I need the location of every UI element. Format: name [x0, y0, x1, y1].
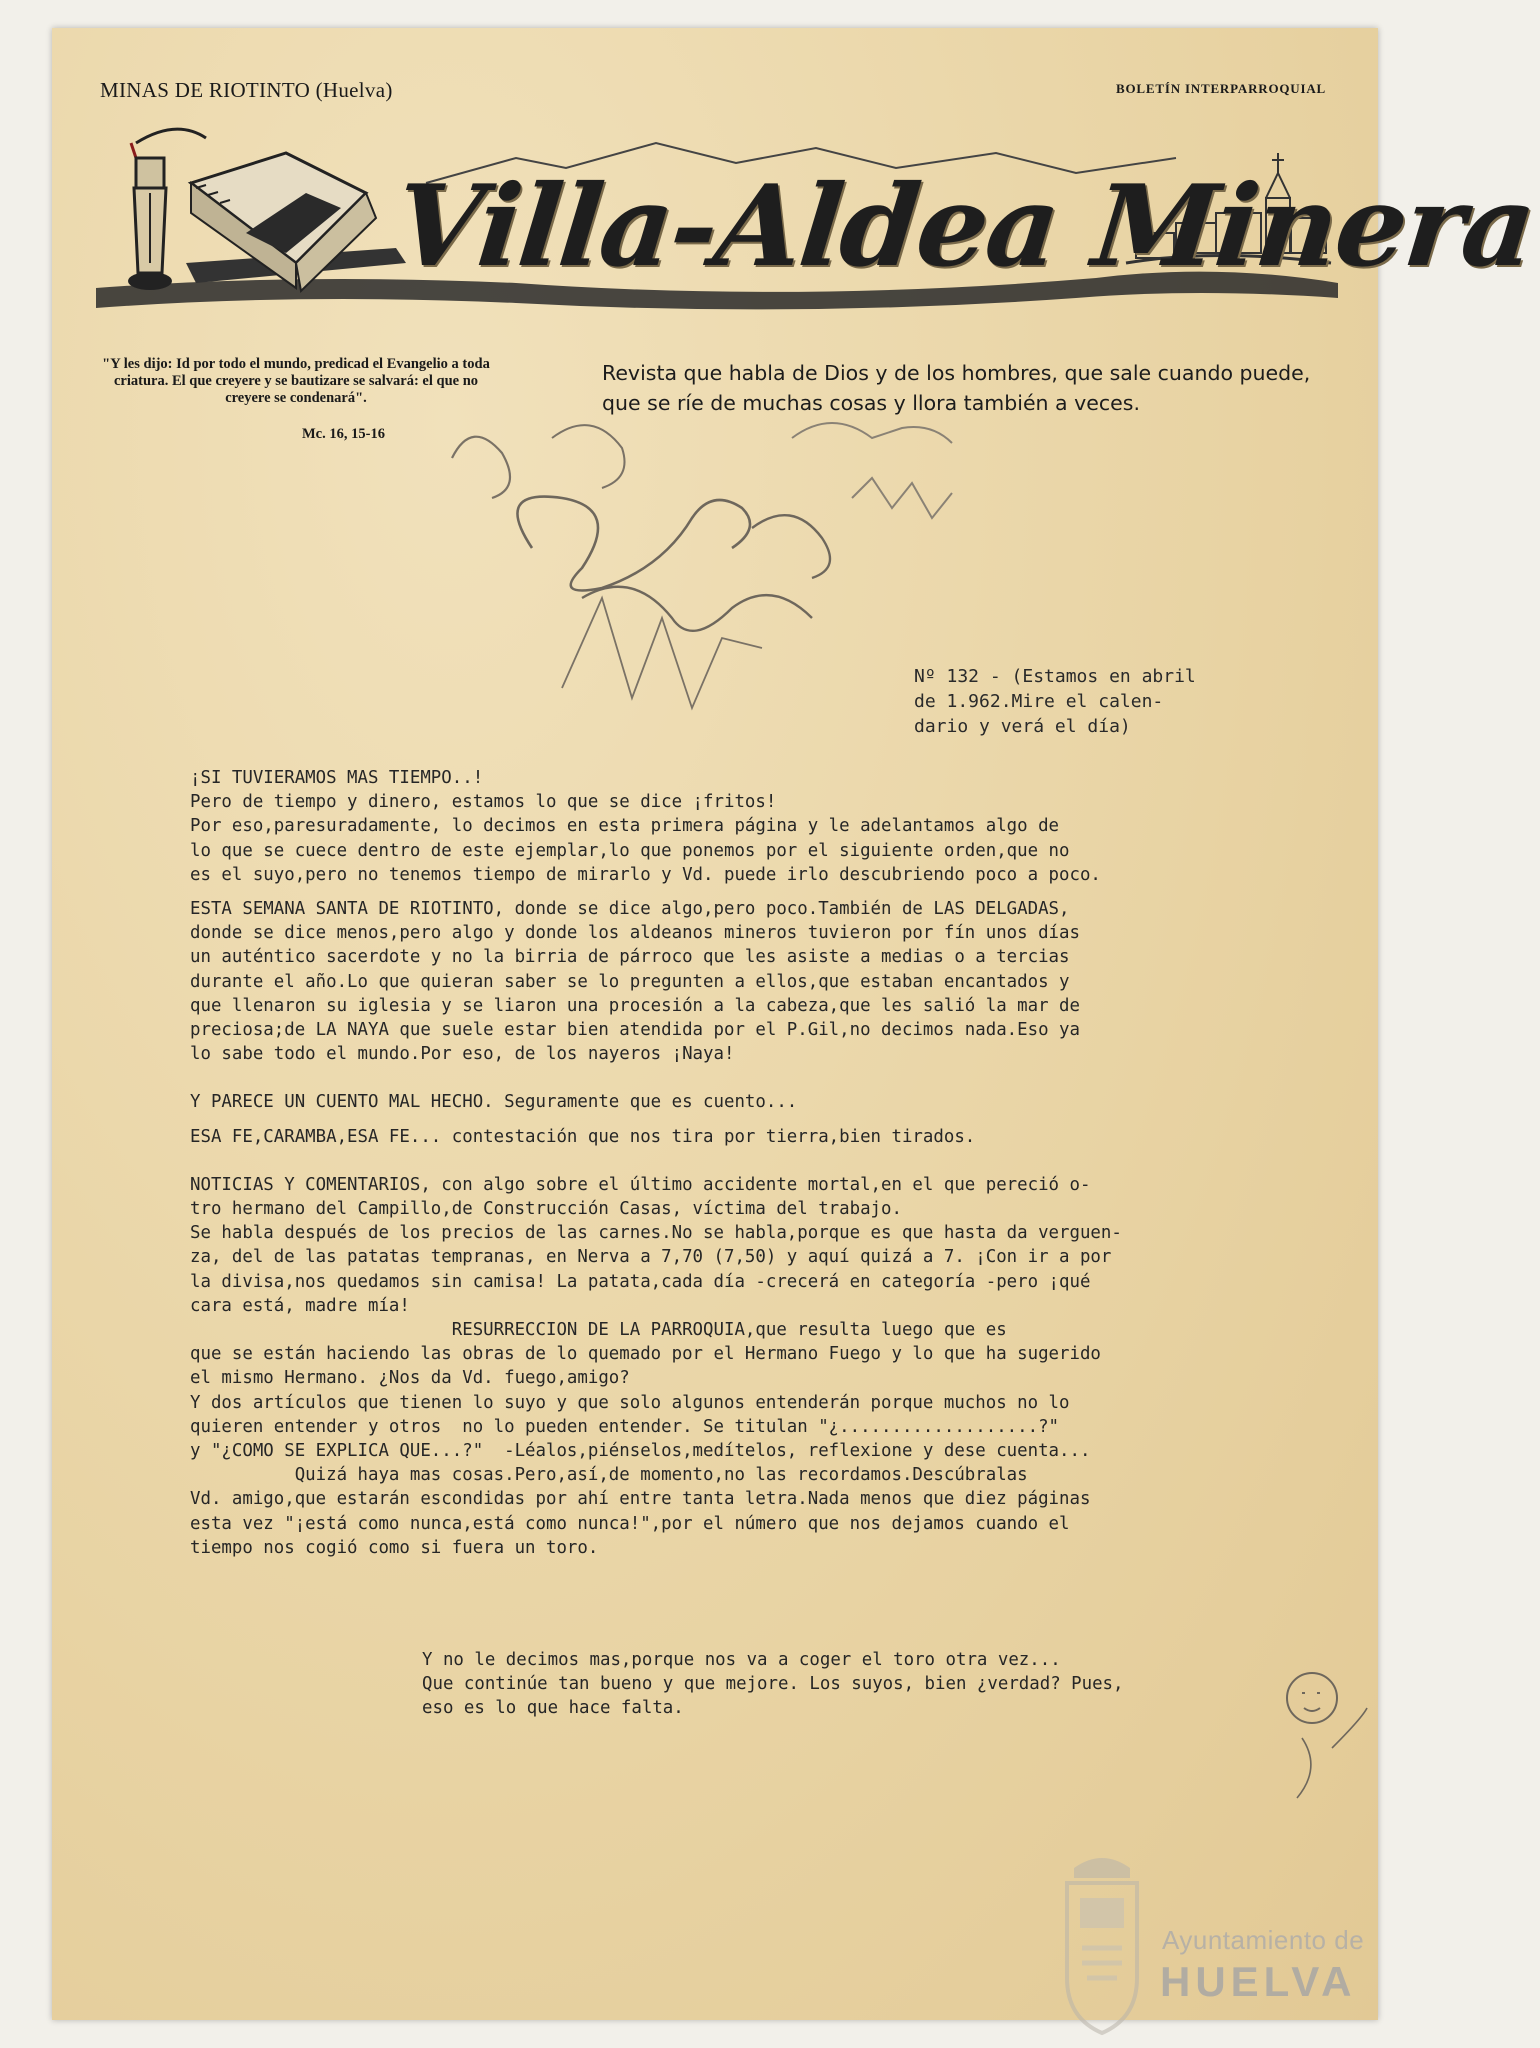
- text-line: lo sabe todo el mundo.Por eso, de los nayeros ¡Naya!: [190, 1044, 735, 1065]
- text-line: Y PARECE UN CUENTO MAL HECHO. Seguramente que es cuento...: [190, 1092, 798, 1113]
- document-page: [52, 28, 1540, 2020]
- closing-text: [422, 1648, 1322, 1721]
- text-line: Y dos artículos que tienen lo suyo y que solo algunos entenderán porque muchos no lo: [190, 1392, 1070, 1413]
- issue-info: [914, 664, 1354, 739]
- pencil-signature: [432, 398, 992, 728]
- watermark-city-name: HUELVA: [1160, 1958, 1357, 2005]
- masthead: [96, 113, 1540, 328]
- text-line: Vd. amigo,que estarán escondidas por ahí entre tanta letra.Nada menos que diez páginas: [190, 1489, 1091, 1510]
- text-line: cara está, madre mía!: [190, 1295, 410, 1316]
- text-line: que llenaron su iglesia y se liaron una procesión a la cabeza,que les salió la mar de: [190, 995, 1080, 1016]
- masthead-title: Villa-Aldea Minera: [389, 161, 1540, 292]
- text-line: Y no le decimos mas,porque nos va a coger el toro otra vez...: [422, 1650, 1061, 1670]
- issue-line: dario y verá el día): [914, 716, 1131, 737]
- tagline: Revista que habla de Dios y de los hombres, que sale cuando puede, que se ríe de muchas cosas y llora también a veces.: [602, 361, 1311, 415]
- text-line: eso es lo que hace falta.: [422, 1698, 684, 1719]
- text-line: Que continúe tan bueno y que mejore. Los suyos, bien ¿verdad? Pues,: [422, 1674, 1124, 1695]
- text-line: Se habla después de los precios de las carnes.No se habla,porque es que hasta da verguen-: [190, 1223, 1122, 1244]
- text-line: preciosa;de LA NAYA que suele estar bien atendida por el P.Gil,no decimos nada.Eso ya: [190, 1020, 1080, 1041]
- text-line: Por eso,paresuradamente, lo decimos en esta primera página y le adelantamos algo de: [190, 816, 1060, 837]
- watermark-city-label: Ayuntamiento de: [1162, 1925, 1365, 1955]
- header-bulletin: BOLETÍN INTERPARROQUIAL: [1116, 81, 1326, 96]
- text-line: donde se dice menos,pero algo y donde los aldeanos mineros tuvieron por fín unos días: [190, 923, 1080, 944]
- text-line: un auténtico sacerdote y no la birria de párroco que les asiste a medias o a tercias: [190, 947, 1070, 968]
- text-line: za, del de las patatas tempranas, en Nerva a 7,70 (7,50) y aquí quizá a 7. ¡Con ir a por: [190, 1247, 1112, 1268]
- doodle-face-icon: [1272, 1658, 1372, 1828]
- text-line: RESURRECCION DE LA PARROQUIA,que resulta luego que es: [190, 1320, 1007, 1341]
- text-line: Quizá haya mas cosas.Pero,así,de momento,no las recordamos.Descúbralas: [190, 1465, 1028, 1486]
- header-location: MINAS DE RIOTINTO (Huelva): [100, 78, 393, 102]
- text-line: Pero de tiempo y dinero, estamos lo que se dice ¡fritos!: [190, 792, 777, 813]
- text-line: la divisa,nos quedamos sin camisa! La patata,cada día -crecerá en categoría -pero ¡qué: [190, 1271, 1091, 1292]
- text-line: quieren entender y otros no lo pueden entender. Se titulan "¿...................?": [190, 1416, 1060, 1437]
- text-line: tiempo nos cogió como si fuera un toro.: [190, 1537, 599, 1558]
- text-line: NOTICIAS Y COMENTARIOS, con algo sobre el último accidente mortal,en el que pereció o-: [190, 1174, 1091, 1195]
- text-line: lo que se cuece dentro de este ejemplar,lo que ponemos por el siguiente orden,que no: [190, 840, 1070, 861]
- text-line: ESTA SEMANA SANTA DE RIOTINTO, donde se dice algo,pero poco.También de LAS DELGADAS,: [190, 899, 1070, 920]
- text-line: durante el año.Lo que quieran saber se lo pregunten a ellos,que estaban encantados y: [190, 971, 1070, 992]
- text-line: esta vez "¡está como nunca,está como nunca!",por el número que nos dejamos cuando el: [190, 1513, 1070, 1534]
- text-line: ¡SI TUVIERAMOS MAS TIEMPO..!: [190, 768, 484, 788]
- text-line: tro hermano del Campillo,de Construcción Casas, víctima del trabajo.: [190, 1199, 902, 1220]
- scripture-reference: Mc. 16, 15-16: [302, 426, 385, 442]
- text-line: y "¿COMO SE EXPLICA QUE...?" -Léalos,piénselos,medítelos, reflexione y dese cuenta...: [190, 1441, 1091, 1462]
- text-line: el mismo Hermano. ¿Nos da Vd. fuego,amigo?: [190, 1368, 630, 1389]
- scripture-quote: "Y les dijo: Id por todo el mundo, predicad el Evangelio a toda criatura. El que creyere y se bautizare se salvará: el que no creyere se condenará".: [102, 356, 490, 406]
- article-body: [190, 766, 1370, 1560]
- issue-line: de 1.962.Mire el calen-: [914, 691, 1164, 712]
- text-line: es el suyo,pero no tenemos tiempo de mirarlo y Vd. puede irlo descubriendo poco a poco.: [190, 864, 1101, 885]
- text-line: ESA FE,CARAMBA,ESA FE... contestación que nos tira por tierra,bien tirados.: [190, 1126, 976, 1147]
- text-line: que se están haciendo las obras de lo quemado por el Hermano Fuego y lo que ha sugerido: [190, 1344, 1101, 1365]
- issue-line: Nº 132 - (Estamos en abril: [914, 666, 1196, 687]
